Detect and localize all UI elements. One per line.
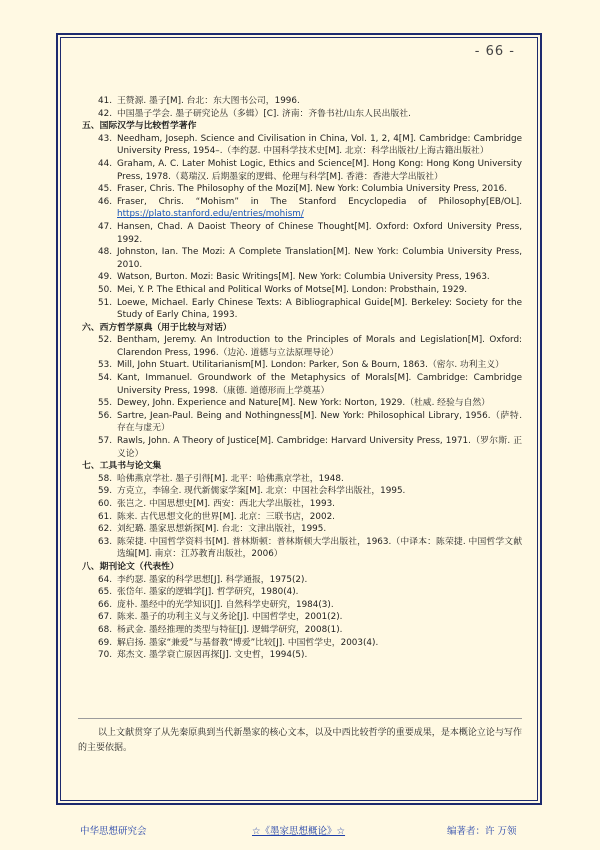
reference-number: 62.	[98, 524, 112, 535]
reference-item	[78, 359, 522, 372]
reference-number: 65.	[98, 587, 112, 598]
reference-item	[78, 611, 522, 624]
reference-number: 41.	[98, 96, 112, 106]
reference-text: 陈来. 古代思想文化的世界[M]. 北京：三联书店，2002.	[117, 511, 335, 522]
section-heading: 五、国际汉学与比较哲学著作	[82, 121, 197, 132]
reference-text: Mill, John Stuart. Utilitarianism[M]. London: Parker, Son & Bourn, 1863.（密尔. 功利主义）	[117, 360, 504, 371]
reference-item	[78, 133, 522, 158]
reference-text: Kant, Immanuel. Groundwork of the Metaphysics of Morals[M]. Cambridge: Cambridge University Press, 1998.（康德. 道德形而上学奠基）	[117, 373, 522, 396]
reference-number: 42.	[98, 108, 112, 119]
reference-item	[78, 95, 522, 108]
reference-text: Hansen, Chad. A Daoist Theory of Chinese Thought[M]. Oxford: Oxford University Press, 1992.	[117, 221, 522, 245]
reference-text: Sartre, Jean-Paul. Being and Nothingness[M]. New York: Philosophical Library, 1956.（萨特. 存在与虚无）	[117, 410, 522, 434]
reference-item	[78, 158, 522, 183]
reference-number: 56.	[98, 410, 112, 421]
reference-item	[78, 586, 522, 599]
reference-text	[117, 196, 522, 221]
reference-item	[78, 183, 522, 196]
footer-organization: 中华思想研究会	[80, 826, 147, 837]
reference-number: 70.	[98, 650, 112, 661]
reference-number: 60.	[98, 499, 112, 509]
reference-text: Mei, Y. P. The Ethical and Political Works of Motse[M]. London: Probsthain, 1929.	[117, 284, 468, 295]
reference-item	[78, 221, 522, 246]
reference-number: 54.	[98, 373, 112, 384]
reference-item	[78, 271, 522, 284]
reference-item	[78, 397, 522, 410]
reference-number: 64.	[98, 574, 112, 585]
reference-number: 53.	[98, 360, 112, 371]
reference-text: Loewe, Michael. Early Chinese Texts: A Bibliographical Guide[M]. Berkeley: Society for the Study of Early China, 1993.	[117, 297, 522, 321]
reference-number: 44.	[98, 158, 112, 169]
reference-number: 51.	[98, 297, 112, 308]
reference-text: 张岱年. 墨家的逻辑学[J]. 哲学研究，1980(4).	[117, 587, 299, 598]
reference-text: 解启扬. 墨家“兼爱”与基督教“博爱”比较[J]. 中国哲学史，2003(4).	[117, 637, 379, 648]
summary-paragraph: 以上文献贯穿了从先秦原典到当代新墨家的核心文本，以及中西比较哲学的重要成果，是本概论立论与写作的主要依据。	[78, 728, 522, 753]
reference-text: Fraser, Chris. The Philosophy of the Mozi[M]. New York: Columbia University Press, 2016.	[117, 184, 508, 195]
reference-text: Needham, Joseph. Science and Civilisation in China, Vol. 1, 2, 4[M]. Cambridge: Cambridge University Press, 1954–.（李约瑟. 中国科学技术史[M]. 北京：科学出版社/上海古籍出版社）	[117, 133, 522, 157]
reference-text: Johnston, Ian. The Mozi: A Complete Translation[M]. New York: Columbia University Press, 2010.	[117, 247, 522, 270]
reference-text: 杨武金. 墨经推理的类型与特征[J]. 逻辑学研究，2008(1).	[117, 624, 343, 635]
reference-text: 陈来. 墨子的功利主义与义务论[J]. 中国哲学史，2001(2).	[117, 612, 343, 623]
reference-item	[78, 372, 522, 397]
reference-item	[78, 435, 522, 460]
reference-item	[78, 334, 522, 359]
reference-text: 李约瑟. 墨家的科学思想[J]. 科学通报，1975(2).	[117, 574, 308, 585]
footer-book-title[interactable]: ☆《墨家思想概论》☆	[252, 826, 346, 837]
reference-item	[78, 485, 522, 498]
reference-item	[78, 599, 522, 612]
reference-number: 68.	[98, 624, 112, 635]
reference-item	[78, 284, 522, 297]
section-heading: 八、期刊论文（代表性）	[82, 561, 179, 572]
reference-list	[78, 95, 522, 662]
reference-item	[78, 108, 522, 121]
reference-number: 45.	[98, 184, 112, 195]
reference-text: 王赞源. 墨子[M]. 台北：东大图书公司，1996.	[117, 96, 300, 106]
section-heading: 六、西方哲学原典（用于比较与对话）	[82, 322, 232, 333]
reference-number: 61.	[98, 511, 112, 522]
reference-text: Dewey, John. Experience and Nature[M]. New York: Norton, 1929.（杜威. 经验与自然）	[117, 398, 490, 409]
reference-item	[78, 536, 522, 561]
section-heading: 七、工具书与论文集	[82, 461, 162, 472]
reference-text: 郑杰文. 墨学衰亡原因再探[J]. 文史哲，1994(5).	[117, 650, 308, 661]
reference-text: Graham, A. C. Later Mohist Logic, Ethics and Science[M]. Hong Kong: Hong Kong University Press, 1978.（葛瑞汉. 后期墨家的逻辑、伦理与科学[M]. 香港：香港大学出版社）	[117, 158, 522, 182]
reference-number: 57.	[98, 436, 112, 447]
reference-number: 48.	[98, 247, 112, 258]
reference-item	[78, 410, 522, 435]
reference-number: 43.	[98, 133, 112, 144]
reference-text-body: Fraser, Chris. “Mohism” in The Stanford Encyclopedia of Philosophy[EB/OL].	[117, 196, 522, 207]
reference-item	[78, 624, 522, 637]
reference-item	[78, 649, 522, 662]
reference-item	[78, 246, 522, 271]
reference-item	[78, 473, 522, 486]
reference-text: 哈佛燕京学社. 墨子引得[M]. 北平：哈佛燕京学社，1948.	[117, 473, 344, 484]
reference-number: 67.	[98, 612, 112, 623]
reference-number: 59.	[98, 486, 112, 497]
reference-text: Rawls, John. A Theory of Justice[M]. Cambridge: Harvard University Press, 1971.（罗尔斯. 正义论）	[117, 436, 522, 459]
reference-number: 58.	[98, 473, 112, 484]
reference-text: 刘纪璐. 墨家思想新探[M]. 台北：文津出版社，1995.	[117, 524, 327, 535]
reference-item	[78, 511, 522, 524]
reference-number: 69.	[98, 637, 112, 648]
reference-number: 55.	[98, 398, 112, 409]
reference-text: 陈荣捷. 中国哲学资料书[M]. 普林斯顿：普林斯顿大学出版社，1963.（中译本：陈荣捷. 中国哲学文献选编[M]. 南京：江苏教育出版社，2006）	[117, 536, 522, 560]
reference-number: 46.	[98, 196, 112, 207]
reference-text: 庞朴. 墨经中的光学知识[J]. 自然科学史研究，1984(3).	[117, 599, 334, 610]
reference-number: 66.	[98, 599, 112, 610]
reference-item	[78, 523, 522, 536]
page-number: - 66 -	[474, 44, 515, 59]
divider	[78, 718, 522, 719]
reference-item	[78, 196, 522, 221]
reference-item	[78, 498, 522, 511]
reference-text: Bentham, Jeremy. An Introduction to the Principles of Morals and Legislation[M]. Oxford: Clarendon Press, 1996.（边沁. 道德与立法原理导论）	[117, 335, 522, 358]
reference-link[interactable]: https://plato.stanford.edu/entries/mohism/	[117, 209, 304, 220]
reference-item	[78, 637, 522, 650]
reference-number: 49.	[98, 272, 112, 283]
reference-text: 张岂之. 中国思想史[M]. 西安：西北大学出版社，1993.	[117, 499, 335, 509]
reference-text: 中国墨子学会. 墨子研究论丛（多辑）[C]. 济南：齐鲁书社/山东人民出版社.	[117, 108, 411, 119]
reference-item	[78, 574, 522, 587]
reference-text: 方克立，李锦全. 现代新儒家学案[M]. 北京：中国社会科学出版社，1995.	[117, 486, 406, 497]
reference-number: 63.	[98, 536, 112, 547]
reference-number: 47.	[98, 221, 112, 232]
reference-number: 50.	[98, 284, 112, 295]
reference-text: Watson, Burton. Mozi: Basic Writings[M]. New York: Columbia University Press, 1963.	[117, 272, 490, 283]
reference-number: 52.	[98, 335, 112, 346]
reference-item	[78, 297, 522, 322]
footer-author: 编著者：许 万领	[447, 826, 517, 837]
